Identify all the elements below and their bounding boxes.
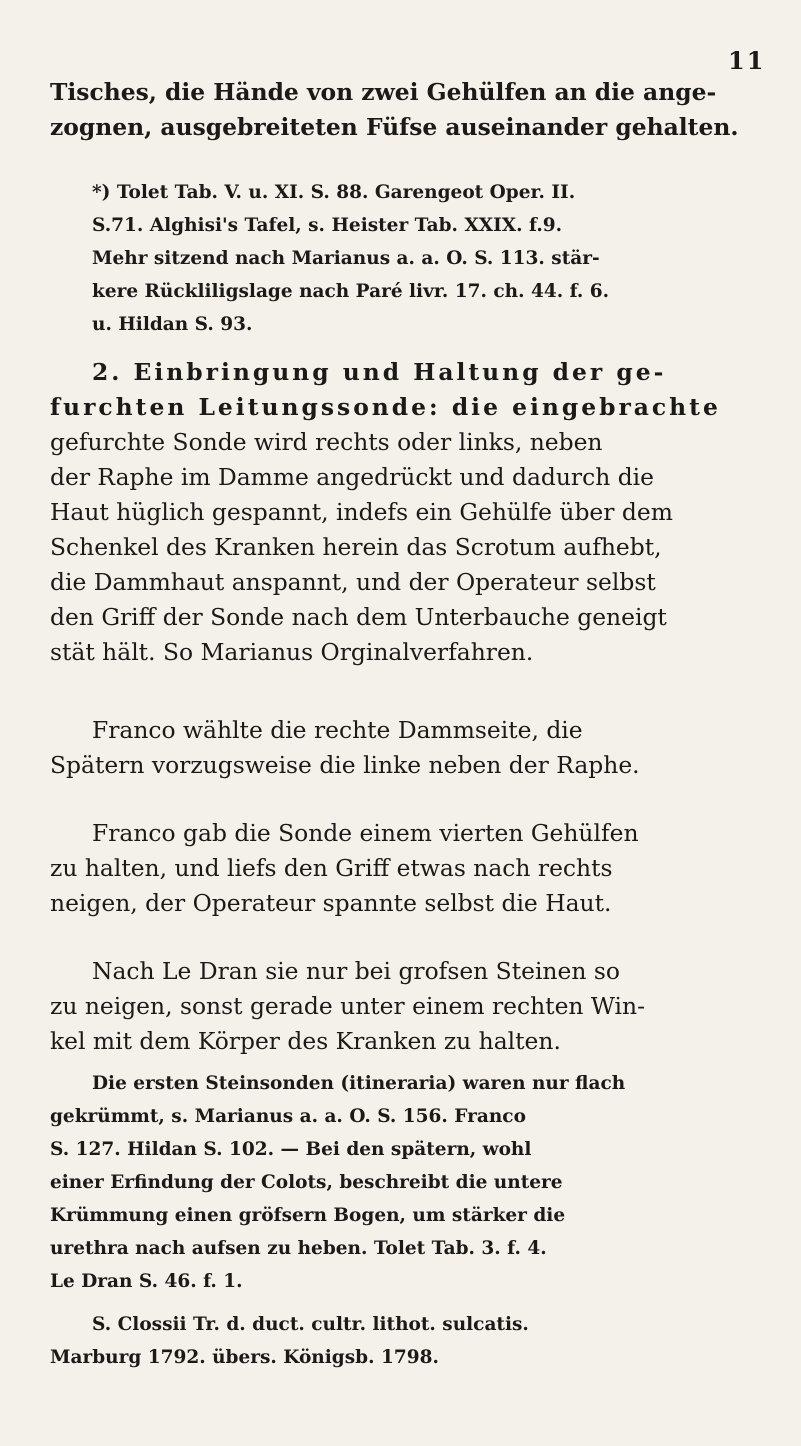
text-line: Franco gab die Sonde einem vierten Gehülfen	[92, 819, 639, 847]
text-line: zu halten, und liefs den Griff etwas nach rechts	[50, 854, 613, 882]
text-line: neigen, der Operateur spannte selbst die Haut.	[50, 889, 612, 917]
text-line: stät hält. So Marianus Orginalverfahren.	[50, 638, 534, 666]
text-line: den Griff der Sonde nach dem Unterbauche geneigt	[50, 603, 667, 631]
text-line: der Raphe im Damme angedrückt und dadurch die	[50, 463, 654, 491]
text-line: Tisches, die Hände von zwei Gehülfen an die ange-	[50, 78, 717, 106]
section-heading-line: 2. Einbringung und Haltung der ge-	[92, 358, 667, 386]
footnote-line: Die ersten Steinsonden (itineraria) waren nur flach	[92, 1073, 626, 1094]
footnote-line: S. 127. Hildan S. 102. — Bei den spätern, wohl	[50, 1139, 532, 1160]
footnote-line: Krümmung einen gröfsern Bogen, um stärker die	[50, 1205, 566, 1226]
text-line: zognen, ausgebreiteten Füfse auseinander gehalten.	[50, 113, 739, 141]
footnote-line: u. Hildan S. 93.	[92, 314, 253, 335]
text-line: zu neigen, sonst gerade unter einem rechten Win-	[50, 992, 645, 1020]
text-line: gefurchte Sonde wird rechts oder links, neben	[50, 428, 603, 456]
footnote-line: S.71. Alghisi's Tafel, s. Heister Tab. XXIX. f.9.	[92, 215, 563, 236]
text-line: Nach Le Dran sie nur bei grofsen Steinen so	[92, 957, 620, 985]
text-line: Franco wählte die rechte Dammseite, die	[92, 716, 583, 744]
text-line: Schenkel des Kranken herein das Scrotum aufhebt,	[50, 533, 662, 561]
footnote-line: gekrümmt, s. Marianus a. a. O. S. 156. Franco	[50, 1106, 526, 1127]
text-line: Spätern vorzugsweise die linke neben der Raphe.	[50, 751, 640, 779]
footnote-line: einer Erfindung der Colots, beschreibt die untere	[50, 1172, 563, 1193]
footnote-line: *) Tolet Tab. V. u. XI. S. 88. Garengeot Oper. II.	[92, 182, 576, 203]
text-line: kel mit dem Körper des Kranken zu halten.	[50, 1027, 561, 1055]
footnote-line: urethra nach aufsen zu heben. Tolet Tab. 3. f. 4.	[50, 1238, 547, 1259]
footnote-line: S. Clossii Tr. d. duct. cultr. lithot. sulcatis.	[92, 1314, 529, 1335]
page-number: 11	[728, 46, 766, 75]
footnote-line: Le Dran S. 46. f. 1.	[50, 1271, 243, 1292]
text-line: Haut hüglich gespannt, indefs ein Gehülfe über dem	[50, 498, 673, 526]
footnote-line: kere Rückliligslage nach Paré livr. 17. ch. 44. f. 6.	[92, 281, 610, 302]
text-line: die Dammhaut anspannt, und der Operateur selbst	[50, 568, 656, 596]
footnote-line: Mehr sitzend nach Marianus a. a. O. S. 113. stär-	[92, 248, 600, 269]
footnote-line: Marburg 1792. übers. Königsb. 1798.	[50, 1347, 439, 1368]
section-heading-line: furchten Leitungssonde: die eingebrachte	[50, 393, 721, 421]
